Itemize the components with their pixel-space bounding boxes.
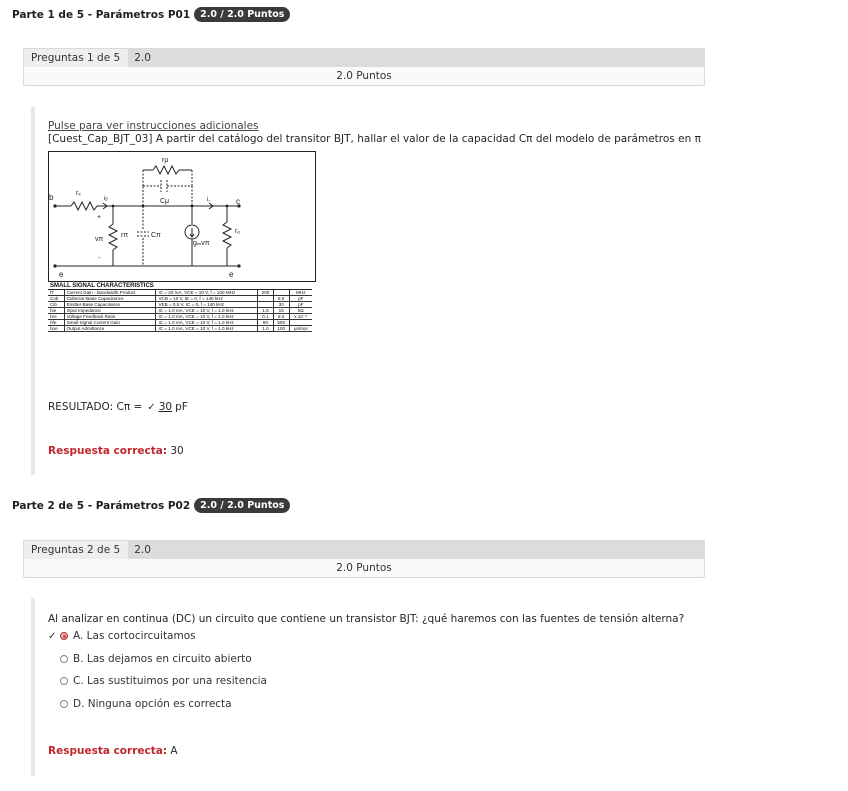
radio-icon[interactable] (60, 700, 68, 708)
spec-min: 1.5 (258, 308, 274, 314)
instructions-link[interactable]: Pulse para ver instrucciones adicionales (48, 120, 259, 132)
spec-sym: hfe (48, 320, 64, 326)
spec-unit: pF (289, 302, 312, 308)
minus-label: - (98, 255, 101, 262)
spec-max: 500 (273, 320, 289, 326)
small-signal-spec-table (48, 284, 312, 332)
option-a-check-icon: ✓ (48, 631, 57, 642)
node-e-left-label: e (59, 270, 64, 279)
option-d[interactable] (60, 698, 232, 710)
vpi-label: vπ (95, 236, 104, 243)
gm-source-label: gₘvπ (193, 240, 210, 247)
spec-unit: x 10⁻⁴ (289, 314, 312, 320)
option-b-label: B. Las dejamos en circuito abierto (73, 653, 252, 665)
part2-question-text: Al analizar en continua (DC) un circuito que contiene un transistor BJT: ¿qué haremos con las fuentes de tensión alterna? (48, 613, 685, 625)
option-b[interactable] (60, 653, 252, 665)
ic-label: i꜀ (207, 197, 211, 203)
part2-question-points: 2.0 (134, 544, 151, 556)
node-e-right-label: e (229, 270, 234, 279)
node-c-label: c (236, 197, 240, 206)
part1-correct-answer (48, 445, 184, 457)
spec-name: Collector-Base Capacitance (64, 296, 156, 302)
spec-name: Small-Signal Current Gain (64, 320, 156, 326)
spec-min: 60 (258, 320, 274, 326)
result-label: RESULTADO: Cπ = (48, 401, 143, 413)
spec-cond: IC = 1.0 mA, VCE = 10 V, f = 1.0 kHz (156, 314, 258, 320)
spec-max: 8.5 (273, 296, 289, 302)
cmu-label: Cμ (160, 198, 170, 205)
part1-question-points: 2.0 (134, 52, 151, 64)
plus-label: + (97, 214, 102, 221)
result-answer-value: 30 (158, 401, 173, 413)
spec-unit: μmhos (289, 326, 312, 332)
spec-min: 0.1 (258, 314, 274, 320)
part1-question-text: [Cuest_Cap_BJT_03] A partir del catálogo del transitor BJT, hallar el valor de la capacidad Cπ del modelo de parámetros en π (48, 133, 701, 145)
radio-icon[interactable] (60, 677, 68, 685)
spec-max: 30 (273, 302, 289, 308)
correct-answer-value: A (170, 745, 178, 757)
option-d-label: D. Ninguna opción es correcta (73, 698, 232, 710)
option-c-label: C. Las sustituimos por una resitencia (73, 675, 267, 687)
part1-points-label: 2.0 Puntos (336, 70, 392, 82)
rx-label: rₓ (76, 190, 81, 197)
cpi-label: Cπ (151, 232, 161, 239)
part1-question-counter: Preguntas 1 de 5 (24, 49, 128, 67)
option-a[interactable] (60, 630, 196, 642)
spec-unit: MHz (289, 290, 312, 296)
spec-min: 200 (258, 290, 274, 296)
spec-min: 1.0 (258, 326, 274, 332)
spec-name: Current Gain - Bandwidth Product (64, 290, 156, 296)
spec-cond: IC = 1.0 mA, VCE = 10 V, f = 1.0 kHz (156, 308, 258, 314)
spec-sym: hre (48, 314, 64, 320)
hybrid-pi-circuit-diagram (48, 151, 316, 282)
correct-answer-value: 30 (170, 445, 184, 457)
spec-sym: hoe (48, 326, 64, 332)
radio-selected-icon[interactable] (60, 632, 68, 640)
part2-question-counter: Preguntas 2 de 5 (24, 541, 128, 559)
part1-title-text: Parte 1 de 5 - Parámetros P01 (12, 8, 191, 21)
spec-name: Input Impedance (64, 308, 156, 314)
spec-unit: kΩ (289, 308, 312, 314)
check-icon: ✓ (147, 401, 156, 413)
spec-name: Emitter-Base Capacitance (64, 302, 156, 308)
spec-sym: Cib (48, 302, 64, 308)
spec-sym: Cob (48, 296, 64, 302)
node-b-label: b (49, 193, 54, 202)
spec-cond: IC = 1.0 mA, VCE = 10 V, f = 1.0 kHz (156, 326, 258, 332)
rpi-label: rπ (121, 232, 129, 239)
part1-result (48, 401, 188, 413)
part2-title-text: Parte 2 de 5 - Parámetros P02 (12, 499, 191, 512)
option-c[interactable] (60, 675, 267, 687)
part2-correct-answer (48, 745, 178, 757)
part2-question-header (23, 540, 705, 578)
circuit-svg (49, 152, 314, 280)
correct-answer-label: Respuesta correcta: (48, 745, 168, 757)
table-row (48, 326, 312, 332)
part1-question-block (48, 120, 708, 145)
spec-max: 15 (273, 308, 289, 314)
spec-max: 8.0 (273, 314, 289, 320)
part1-title (12, 7, 290, 22)
ro-label: rₒ (235, 228, 240, 235)
radio-icon[interactable] (60, 655, 68, 663)
part1-question-header (23, 48, 705, 86)
part2-score-badge: 2.0 / 2.0 Puntos (194, 498, 290, 513)
correct-answer-label: Respuesta correcta: (48, 445, 168, 457)
option-a-label: A. Las cortocircuitamos (73, 630, 196, 642)
spec-name: Voltage Feedback Ratio (64, 314, 156, 320)
spec-cond: IC = 20 mA, VCE = 10 V, f = 100 MHz (156, 290, 258, 296)
part1-score-badge: 2.0 / 2.0 Puntos (194, 7, 290, 22)
spec-name: Output Admittance (64, 326, 156, 332)
spec-max: 100 (273, 326, 289, 332)
part2-title (12, 498, 290, 513)
spec-unit: pF (289, 296, 312, 302)
result-unit: pF (175, 401, 188, 413)
spec-cond: VCB = 10 V, IE = 0, f = 140 kHz (156, 296, 258, 302)
spec-sym: hie (48, 308, 64, 314)
part2-points-label: 2.0 Puntos (336, 562, 392, 574)
ib-label: iᵦ (104, 196, 108, 202)
spec-sym: fT (48, 290, 64, 296)
spec-cond: IC = 1.0 mA, VCE = 10 V, f = 1.0 kHz (156, 320, 258, 326)
spec-table-title: SMALL SIGNAL CHARACTERISTICS (48, 284, 312, 290)
rmu-label: rμ (162, 157, 169, 164)
spec-cond: VEB = 0.5 V, IC = 0, f = 140 kHz (156, 302, 258, 308)
